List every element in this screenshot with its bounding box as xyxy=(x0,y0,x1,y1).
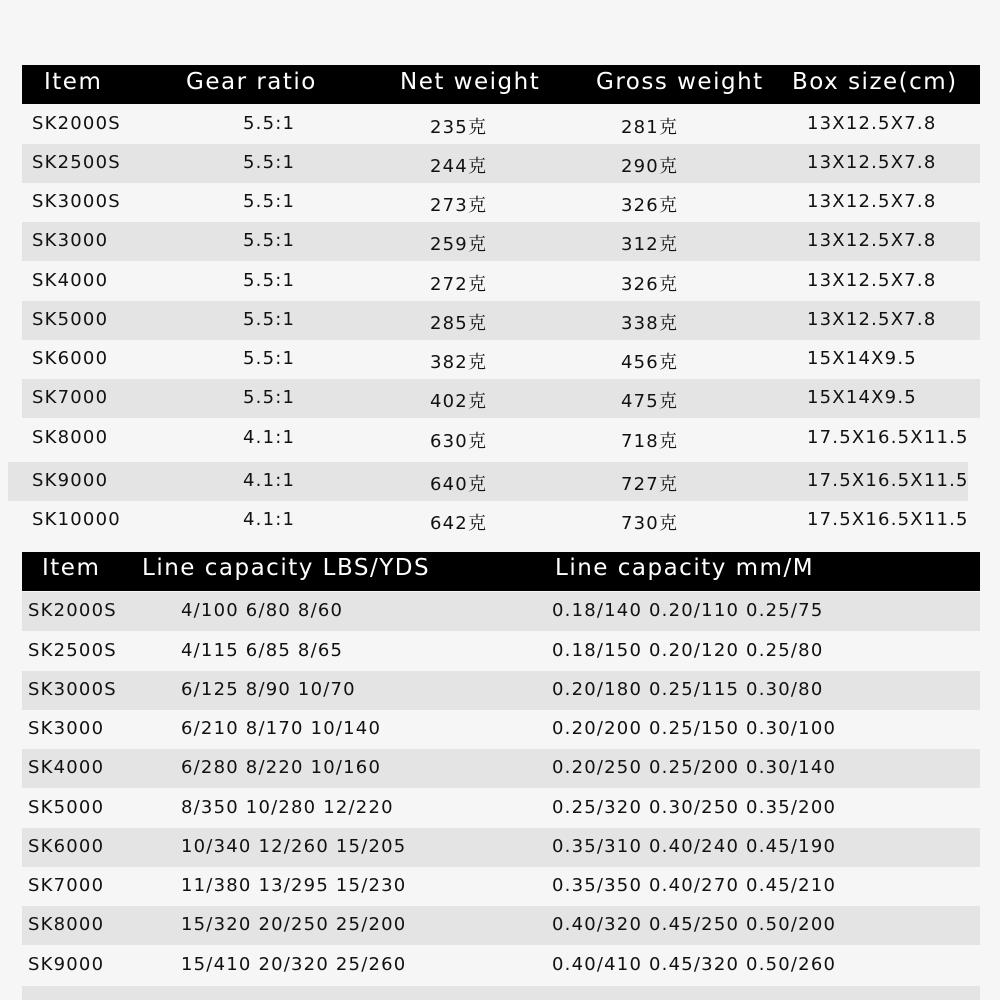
header-box-size: Box size(cm) xyxy=(792,69,958,95)
table-row xyxy=(22,105,980,144)
table-row xyxy=(22,671,980,710)
table-row xyxy=(22,222,980,261)
table-row xyxy=(22,183,980,222)
cell-line-lbs: 15/410 20/320 25/260 xyxy=(181,954,407,975)
cell-item: SK7000 xyxy=(28,875,105,896)
table-row xyxy=(22,301,980,340)
cell-item: SK9000 xyxy=(28,954,105,975)
cell-line-mm: 0.18/140 0.20/110 0.25/75 xyxy=(552,600,824,621)
cell-line-mm: 0.35/350 0.40/270 0.45/210 xyxy=(552,875,837,896)
table-row xyxy=(22,906,980,945)
header-gross-weight: Gross weight xyxy=(596,69,764,95)
table-row-partial xyxy=(22,986,980,1000)
header-line-capacity-lbs: Line capacity LBS/YDS xyxy=(142,555,431,581)
cell-net-weight: 630克 xyxy=(430,431,488,452)
table-row xyxy=(22,789,980,828)
cell-gross-weight: 326克 xyxy=(621,274,679,295)
table-row xyxy=(22,946,980,985)
cell-gear-ratio: 5.5:1 xyxy=(243,191,296,212)
cell-item: SK8000 xyxy=(32,427,109,448)
cell-line-mm: 0.20/180 0.25/115 0.30/80 xyxy=(552,679,824,700)
cell-box-size: 17.5X16.5X11.5 xyxy=(807,509,969,530)
table-row xyxy=(8,462,968,501)
cell-item: SK2500S xyxy=(28,640,117,661)
cell-line-mm: 0.40/320 0.45/250 0.50/200 xyxy=(552,914,837,935)
cell-gross-weight: 290克 xyxy=(621,156,679,177)
cell-gross-weight: 727克 xyxy=(621,474,679,495)
cell-gear-ratio: 4.1:1 xyxy=(243,509,296,530)
table-row xyxy=(22,379,980,418)
cell-box-size: 15X14X9.5 xyxy=(807,348,917,369)
cell-item: SK3000S xyxy=(28,679,117,700)
cell-line-lbs: 6/280 8/220 10/160 xyxy=(181,757,382,778)
cell-net-weight: 273克 xyxy=(430,195,488,216)
cell-item: SK5000 xyxy=(32,309,109,330)
cell-item: SK10000 xyxy=(32,509,121,530)
cell-item: SK6000 xyxy=(32,348,109,369)
cell-item: SK2500S xyxy=(32,152,121,173)
line-capacity-table-header xyxy=(22,552,980,591)
table-row xyxy=(22,749,980,788)
cell-net-weight: 235克 xyxy=(430,117,488,138)
cell-net-weight: 642克 xyxy=(430,513,488,534)
table-row xyxy=(22,419,980,458)
header-gear-ratio: Gear ratio xyxy=(186,69,317,95)
table-row xyxy=(22,501,980,540)
table-row xyxy=(22,262,980,301)
cell-line-lbs: 4/100 6/80 8/60 xyxy=(181,600,344,621)
cell-net-weight: 402克 xyxy=(430,391,488,412)
cell-line-mm: 0.18/150 0.20/120 0.25/80 xyxy=(552,640,824,661)
cell-gear-ratio: 5.5:1 xyxy=(243,270,296,291)
cell-net-weight: 285克 xyxy=(430,313,488,334)
cell-item: SK2000S xyxy=(28,600,117,621)
cell-line-mm: 0.35/310 0.40/240 0.45/190 xyxy=(552,836,837,857)
cell-box-size: 13X12.5X7.8 xyxy=(807,113,937,134)
cell-line-mm: 0.20/200 0.25/150 0.30/100 xyxy=(552,718,837,739)
cell-item: SK8000 xyxy=(28,914,105,935)
cell-item: SK7000 xyxy=(32,387,109,408)
cell-gear-ratio: 5.5:1 xyxy=(243,152,296,173)
cell-item: SK3000S xyxy=(32,191,121,212)
cell-gear-ratio: 5.5:1 xyxy=(243,230,296,251)
header-net-weight: Net weight xyxy=(400,69,541,95)
cell-gear-ratio: 4.1:1 xyxy=(243,470,296,491)
cell-line-lbs: 6/210 8/170 10/140 xyxy=(181,718,382,739)
cell-gear-ratio: 5.5:1 xyxy=(243,348,296,369)
header-line-capacity-mm: Line capacity mm/M xyxy=(555,555,815,581)
cell-line-lbs: 8/350 10/280 12/220 xyxy=(181,797,394,818)
cell-gross-weight: 718克 xyxy=(621,431,679,452)
table-row xyxy=(22,144,980,183)
cell-line-lbs: 4/115 6/85 8/65 xyxy=(181,640,344,661)
cell-item: SK2000S xyxy=(32,113,121,134)
cell-net-weight: 382克 xyxy=(430,352,488,373)
specs-table-header xyxy=(22,65,980,104)
cell-gross-weight: 326克 xyxy=(621,195,679,216)
cell-item: SK9000 xyxy=(32,470,109,491)
table-row xyxy=(22,867,980,906)
cell-gross-weight: 338克 xyxy=(621,313,679,334)
cell-box-size: 17.5X16.5X11.5 xyxy=(807,427,969,448)
cell-box-size: 13X12.5X7.8 xyxy=(807,230,937,251)
table-row xyxy=(22,710,980,749)
cell-gross-weight: 456克 xyxy=(621,352,679,373)
cell-line-lbs: 15/320 20/250 25/200 xyxy=(181,914,407,935)
cell-box-size: 13X12.5X7.8 xyxy=(807,191,937,212)
cell-line-mm: 0.20/250 0.25/200 0.30/140 xyxy=(552,757,837,778)
cell-item: SK4000 xyxy=(32,270,109,291)
header-item: Item xyxy=(44,69,103,95)
cell-gear-ratio: 5.5:1 xyxy=(243,113,296,134)
cell-gear-ratio: 4.1:1 xyxy=(243,427,296,448)
header-item: Item xyxy=(42,555,101,581)
cell-box-size: 13X12.5X7.8 xyxy=(807,309,937,330)
cell-item: SK4000 xyxy=(28,757,105,778)
cell-box-size: 13X12.5X7.8 xyxy=(807,152,937,173)
cell-item: SK3000 xyxy=(28,718,105,739)
cell-line-lbs: 6/125 8/90 10/70 xyxy=(181,679,356,700)
cell-gross-weight: 730克 xyxy=(621,513,679,534)
cell-net-weight: 244克 xyxy=(430,156,488,177)
table-row xyxy=(22,592,980,631)
cell-line-mm: 0.40/410 0.45/320 0.50/260 xyxy=(552,954,837,975)
cell-box-size: 17.5X16.5X11.5 xyxy=(807,470,969,491)
table-row xyxy=(22,340,980,379)
cell-gross-weight: 312克 xyxy=(621,234,679,255)
table-row xyxy=(22,828,980,867)
cell-item: SK3000 xyxy=(32,230,109,251)
table-row xyxy=(22,632,980,671)
cell-item: SK5000 xyxy=(28,797,105,818)
cell-net-weight: 272克 xyxy=(430,274,488,295)
cell-box-size: 13X12.5X7.8 xyxy=(807,270,937,291)
cell-gear-ratio: 5.5:1 xyxy=(243,387,296,408)
cell-box-size: 15X14X9.5 xyxy=(807,387,917,408)
cell-net-weight: 640克 xyxy=(430,474,488,495)
cell-item: SK6000 xyxy=(28,836,105,857)
cell-gross-weight: 281克 xyxy=(621,117,679,138)
cell-line-lbs: 10/340 12/260 15/205 xyxy=(181,836,407,857)
cell-net-weight: 259克 xyxy=(430,234,488,255)
cell-gross-weight: 475克 xyxy=(621,391,679,412)
cell-line-lbs: 11/380 13/295 15/230 xyxy=(181,875,407,896)
cell-gear-ratio: 5.5:1 xyxy=(243,309,296,330)
cell-line-mm: 0.25/320 0.30/250 0.35/200 xyxy=(552,797,837,818)
